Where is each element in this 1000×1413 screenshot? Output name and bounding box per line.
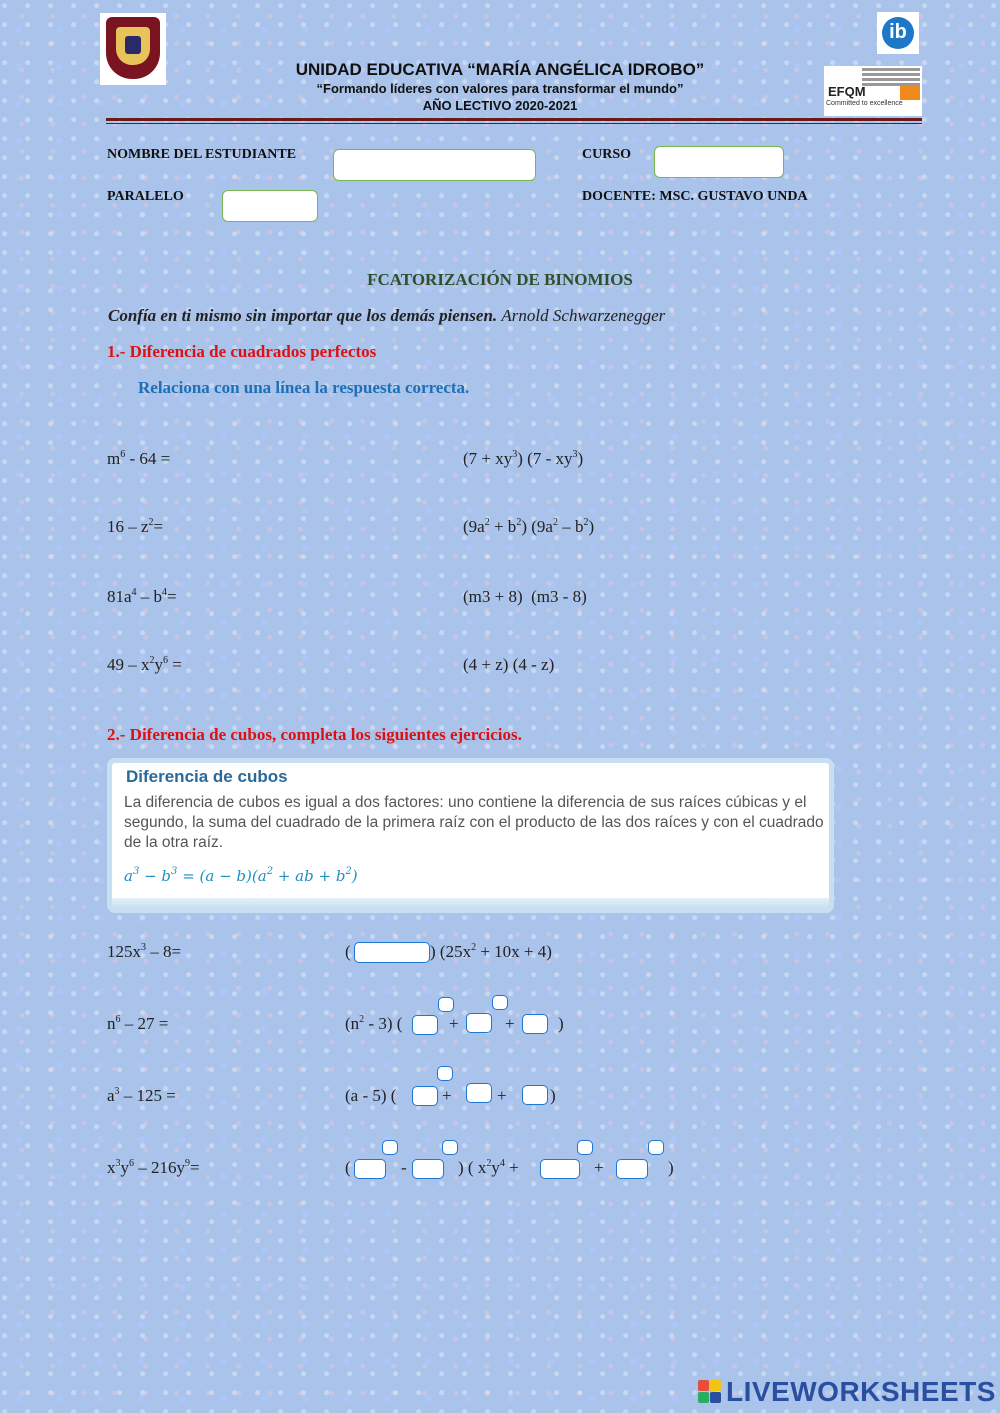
school-year: AÑO LECTIVO 2020-2021 [422,98,578,113]
answer-box[interactable] [354,1159,386,1179]
answer-box[interactable] [540,1159,580,1179]
cube-exercise-1: $125x^3 - 8=$ [107,942,182,961]
exponent-box[interactable] [442,1140,458,1155]
school-motto: “Formando líderes con valores para transformar el mundo” [316,81,684,96]
course-label: CURSO [582,147,632,162]
quote [108,306,665,326]
match-right-1[interactable]: $(7 + xy^3)$ $(7 - xy^3)$ [463,449,584,468]
quote-author: Arnold Schwarzenegger [501,306,666,325]
match-left-1[interactable]: $m^6 - 64$ = [107,449,171,468]
exponent-box[interactable] [577,1140,593,1155]
match-right-3[interactable]: (m3 + 8) (m3 - 8) [463,587,587,606]
answer-box[interactable] [522,1085,548,1105]
student-name-label: NOMBRE DEL ESTUDIANTE [107,147,297,162]
ib-logo-text: ib [882,17,914,49]
course-field[interactable] [654,146,784,178]
parallel-label: PARALELO [107,189,184,204]
exponent-box[interactable] [437,1066,453,1081]
answer-box[interactable] [354,942,430,963]
answer-box[interactable] [412,1159,444,1179]
efqm-logo-text: EFQM [828,84,866,99]
header-divider-thin [106,123,922,124]
quote-text: Confía en ti mismo sin importar que los demás piensen. [108,306,498,325]
section2-heading: 2.- Diferencia de cubos, completa los siguientes ejercicios. [107,725,522,744]
answer-box[interactable] [412,1015,438,1035]
student-name-field[interactable] [333,149,536,181]
info-box-title: Diferencia de cubos [126,767,288,786]
exponent-box[interactable] [648,1140,664,1155]
cube-exercise-2: $n^6 - 27$ = [107,1014,169,1033]
match-left-2[interactable]: $16 - z^2=$ [107,517,164,536]
match-right-2[interactable]: $(9a^2 + b^2)$ $(9a^2 - b^2)$ [463,517,595,536]
liveworksheets-brand: LIVEWORKSHEETS [726,1376,996,1407]
parallel-field[interactable] [222,190,318,222]
match-right-4[interactable]: (4 + z) (4 - z) [463,655,555,674]
answer-box[interactable] [466,1083,492,1103]
section1-heading: 1.- Diferencia de cuadrados perfectos [107,342,377,361]
efqm-subtext: Committed to excellence [826,100,903,107]
ib-logo [877,12,919,54]
match-left-4[interactable]: $49 - x^2y^6$ = [107,655,182,674]
answer-box[interactable] [616,1159,648,1179]
school-name: UNIDAD EDUCATIVA “MARÍA ANGÉLICA IDROBO” [295,60,705,79]
answer-box[interactable] [522,1014,548,1034]
answer-box[interactable] [412,1086,438,1106]
liveworksheets-logo-icon [698,1380,722,1404]
section1-instruction: Relaciona con una línea la respuesta correcta. [138,378,470,397]
difference-of-cubes-info-box [107,758,834,913]
answer-box[interactable] [466,1013,492,1033]
exponent-box[interactable] [492,995,508,1010]
exponent-box[interactable] [382,1140,398,1155]
worksheet-title: FCATORIZACIÓN DE BINOMIOS [367,270,633,289]
cube-exercise-3: $a^3 - 125$ = [107,1086,176,1105]
info-box-formula: $a^3 - b^3 = (a - b)(a^2$ + ab + $b^2$) [124,866,358,885]
info-box-text: La diferencia de cubos es igual a dos factores: uno contiene la diferencia de sus raíces cúbicas y el segundo, la suma del cuadrado de la primera raíz con el producto de las dos raíces y con el cuadrado de la otra raíz. [124,794,824,851]
exponent-box[interactable] [438,997,454,1012]
cube-exercise-4: $x^3y^6 - 216y^9=$ [107,1158,200,1177]
header-divider [106,118,922,121]
teacher-label: DOCENTE: MSC. GUSTAVO UNDA [582,189,808,204]
match-left-3[interactable]: $81a^4 - b^4=$ [107,587,177,606]
